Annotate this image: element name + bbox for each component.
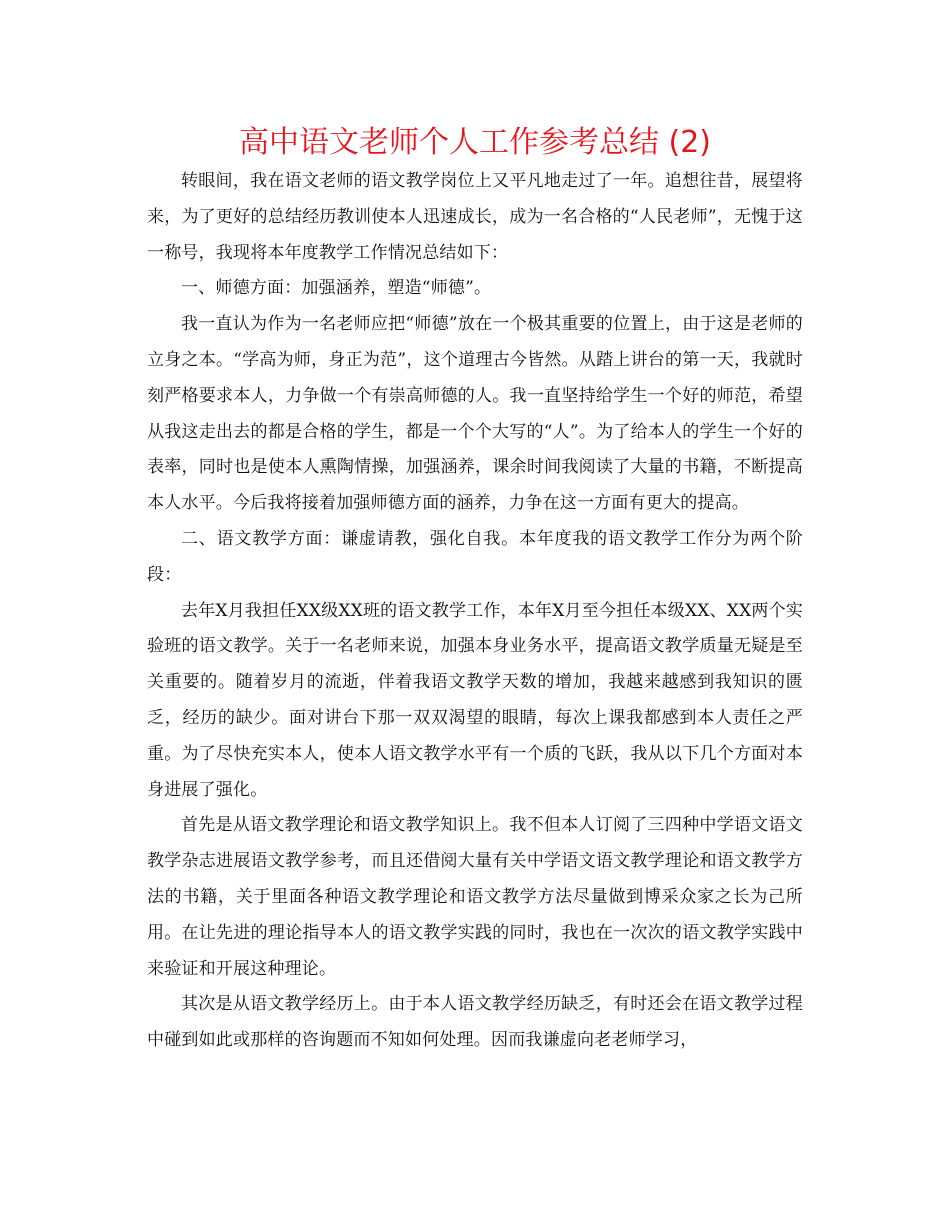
paragraph-experience: 其次是从语文教学经历上。由于本人语文教学经历缺乏，有时还会在语文教学过程中碰到如此或那样的咨询题而不知如何处理。因而我谦虚向老老师学习， <box>147 994 803 1051</box>
section-heading-ethics: 一、师德方面：加强涵养，塑造“师德”。 <box>181 278 492 299</box>
section-heading-teaching: 二、语文教学方面：谦虚请教，强化自我。本年度我的语文教学工作分为两个阶段： <box>147 528 803 585</box>
document-title: 高中语文老师个人工作参考总结 (2) <box>238 125 712 160</box>
paragraph-teaching-assignment: 去年X月我担任XX级XX班的语文教学工作，本年X月至今担任本级XX、XX两个实验班的语文教学。关于一名老师来说，加强本身业务水平，提高语文教学质量无疑是至关重要的。随着岁月的流逝，伴着我语文教学天数的增加，我越来越感到我知识的匮乏，经历的缺少。面对讲台下那一双双渴望的眼睛，每次上课我都感到本人责任之严重。为了尽快充实本人，使本人语文教学水平有一个质的飞跃，我从以下几个方面对本身进展了强化。 <box>147 600 803 800</box>
paragraph-ethics: 我一直认为作为一名老师应把“师德”放在一个极其重要的位置上，由于这是老师的立身之本。“学高为师，身正为范”，这个道理古今皆然。从踏上讲台的第一天，我就时刻严格要求本人，力争做一个有崇高师德的人。我一直坚持给学生一个好的师范，希望从我这走出去的都是合格的学生，都是一个个大写的“人”。为了给本人的学生一个好的表率，同时也是使本人熏陶情操，加强涵养，课余时间我阅读了大量的书籍，不断提高本人水平。今后我将接着加强师德方面的涵养，力争在这一方面有更大的提高。 <box>147 314 803 514</box>
paragraph-intro: 转眼间，我在语文老师的语文教学岗位上又平凡地走过了一年。追想往昔，展望将来，为了更好的总结经历教训使本人迅速成长，成为一名合格的“人民老师”，无愧于这一称号，我现将本年度教学工作情况总结如下： <box>147 171 803 263</box>
document-body <box>147 164 803 1059</box>
paragraph-theory: 首先是从语文教学理论和语文教学知识上。我不但本人订阅了三四种中学语文语文教学杂志进展语文教学参考，而且还借阅大量有关中学语文语文教学理论和语文教学方法的书籍，关于里面各种语文教学理论和语文教学方法尽量做到博采众家之长为己所用。在让先进的理论指导本人的语文教学实践的同时，我也在一次次的语文教学实践中来验证和开展这种理论。 <box>147 815 803 979</box>
